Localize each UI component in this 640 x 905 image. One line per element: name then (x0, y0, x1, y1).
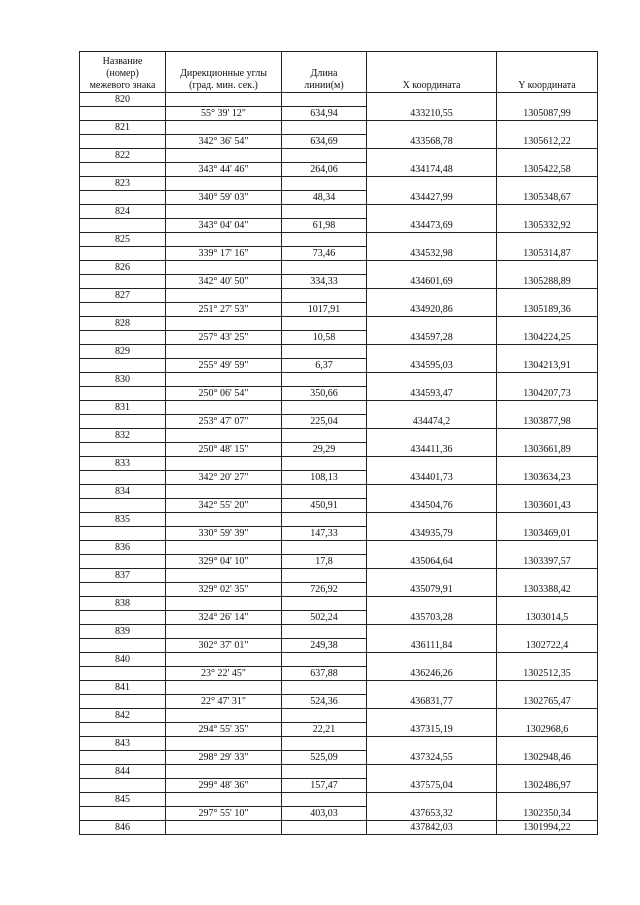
point-name-cell: 832 (80, 429, 166, 443)
point-gap-cell (80, 415, 166, 429)
header-direction-angle: Дирекционные углы (град. мин. сек.) (166, 52, 282, 93)
point-name-cell: 822 (80, 149, 166, 163)
length-gap-cell (282, 597, 367, 611)
angle-gap-cell (166, 597, 282, 611)
length-gap-cell (282, 233, 367, 247)
y-coordinate-cell: 1305189,36 (497, 289, 598, 317)
point-gap-cell (80, 807, 166, 821)
header-point-name: Название (номер) межевого знака (80, 52, 166, 93)
length-gap-cell (282, 93, 367, 107)
length-gap-cell (282, 289, 367, 303)
y-coordinate-cell: 1304213,91 (497, 345, 598, 373)
direction-angle-cell: 324° 26' 14" (166, 611, 282, 625)
y-coordinate-cell: 1305087,99 (497, 93, 598, 121)
angle-gap-cell (166, 205, 282, 219)
line-length-cell: 6,37 (282, 359, 367, 373)
point-name-cell: 836 (80, 541, 166, 555)
point-name-cell: 820 (80, 93, 166, 107)
y-coordinate-cell: 1305314,87 (497, 233, 598, 261)
direction-angle-cell: 342° 40' 50" (166, 275, 282, 289)
table-row-point (80, 709, 598, 723)
point-gap-cell (80, 555, 166, 569)
table-row-point (80, 541, 598, 555)
point-name-cell: 828 (80, 317, 166, 331)
length-gap-cell (282, 569, 367, 583)
point-gap-cell (80, 359, 166, 373)
y-coordinate-cell: 1302512,35 (497, 653, 598, 681)
point-gap-cell (80, 611, 166, 625)
x-coordinate-cell: 436831,77 (367, 681, 497, 709)
line-length-cell: 249,38 (282, 639, 367, 653)
length-gap-cell (282, 709, 367, 723)
point-gap-cell (80, 107, 166, 121)
x-coordinate-cell: 434601,69 (367, 261, 497, 289)
direction-angle-cell: 339° 17' 16" (166, 247, 282, 261)
x-coordinate-cell: 434593,47 (367, 373, 497, 401)
length-gap-cell (282, 261, 367, 275)
length-gap-cell (282, 541, 367, 555)
point-name-cell: 824 (80, 205, 166, 219)
line-length-cell: 157,47 (282, 779, 367, 793)
point-gap-cell (80, 135, 166, 149)
direction-angle-cell: 330° 59' 39" (166, 527, 282, 541)
point-name-cell: 839 (80, 625, 166, 639)
y-coordinate-cell: 1305288,89 (497, 261, 598, 289)
direction-angle-cell: 255° 49' 59" (166, 359, 282, 373)
line-length-cell: 502,24 (282, 611, 367, 625)
table-row-point (80, 121, 598, 135)
x-coordinate-cell: 434401,73 (367, 457, 497, 485)
point-gap-cell (80, 751, 166, 765)
x-coordinate-cell: 434427,99 (367, 177, 497, 205)
length-gap-cell (282, 121, 367, 135)
point-gap-cell (80, 219, 166, 233)
direction-angle-cell: 343° 44' 46" (166, 163, 282, 177)
direction-angle-cell: 297° 55' 10" (166, 807, 282, 821)
x-coordinate-cell: 434935,79 (367, 513, 497, 541)
angle-gap-cell (166, 569, 282, 583)
length-gap-cell (282, 205, 367, 219)
boundary-coordinates-table (79, 51, 598, 835)
point-gap-cell (80, 499, 166, 513)
point-gap-cell (80, 471, 166, 485)
table-row-point (80, 373, 598, 387)
angle-gap-cell (166, 821, 282, 835)
y-coordinate-cell: 1303397,57 (497, 541, 598, 569)
line-length-cell: 403,03 (282, 807, 367, 821)
direction-angle-cell: 253° 47' 07" (166, 415, 282, 429)
angle-gap-cell (166, 457, 282, 471)
point-name-cell: 826 (80, 261, 166, 275)
direction-angle-cell: 342° 36' 54" (166, 135, 282, 149)
line-length-cell: 350,66 (282, 387, 367, 401)
point-gap-cell (80, 723, 166, 737)
y-coordinate-cell: 1301994,22 (497, 821, 598, 835)
table-row-point (80, 261, 598, 275)
point-gap-cell (80, 583, 166, 597)
length-gap-cell (282, 457, 367, 471)
point-gap-cell (80, 191, 166, 205)
x-coordinate-cell: 434474,2 (367, 401, 497, 429)
line-length-cell: 17,8 (282, 555, 367, 569)
x-coordinate-cell: 434473,69 (367, 205, 497, 233)
table-row-point (80, 177, 598, 191)
point-gap-cell (80, 443, 166, 457)
y-coordinate-cell: 1304207,73 (497, 373, 598, 401)
point-name-cell: 834 (80, 485, 166, 499)
line-length-cell: 634,94 (282, 107, 367, 121)
length-gap-cell (282, 177, 367, 191)
angle-gap-cell (166, 261, 282, 275)
x-coordinate-cell: 436111,84 (367, 625, 497, 653)
table-row-point (80, 401, 598, 415)
table-row-point (80, 485, 598, 499)
point-gap-cell (80, 331, 166, 345)
direction-angle-cell: 342° 55' 20" (166, 499, 282, 513)
point-name-cell: 825 (80, 233, 166, 247)
point-name-cell: 838 (80, 597, 166, 611)
angle-gap-cell (166, 541, 282, 555)
angle-gap-cell (166, 93, 282, 107)
table-row-point (80, 765, 598, 779)
angle-gap-cell (166, 513, 282, 527)
x-coordinate-cell: 434597,28 (367, 317, 497, 345)
direction-angle-cell: 22° 47' 31" (166, 695, 282, 709)
point-gap-cell (80, 275, 166, 289)
point-name-cell: 837 (80, 569, 166, 583)
direction-angle-cell: 343° 04' 04" (166, 219, 282, 233)
table-row-point (80, 205, 598, 219)
y-coordinate-cell: 1303601,43 (497, 485, 598, 513)
point-gap-cell (80, 163, 166, 177)
table-row-point (80, 429, 598, 443)
x-coordinate-cell: 435703,28 (367, 597, 497, 625)
header-y-coordinate: Y координата (497, 52, 598, 93)
table-row-point (80, 345, 598, 359)
table-row-point (80, 317, 598, 331)
y-coordinate-cell: 1302350,34 (497, 793, 598, 821)
angle-gap-cell (166, 149, 282, 163)
length-gap-cell (282, 765, 367, 779)
y-coordinate-cell: 1303388,42 (497, 569, 598, 597)
y-coordinate-cell: 1303634,23 (497, 457, 598, 485)
line-length-cell: 73,46 (282, 247, 367, 261)
point-name-cell: 830 (80, 373, 166, 387)
angle-gap-cell (166, 289, 282, 303)
length-gap-cell (282, 373, 367, 387)
y-coordinate-cell: 1303014,5 (497, 597, 598, 625)
line-length-cell: 524,36 (282, 695, 367, 709)
line-length-cell: 48,34 (282, 191, 367, 205)
point-name-cell: 829 (80, 345, 166, 359)
length-gap-cell (282, 737, 367, 751)
table-row-point (80, 681, 598, 695)
length-gap-cell (282, 513, 367, 527)
table-row-point (80, 793, 598, 807)
header-x-coordinate: X координата (367, 52, 497, 93)
line-length-cell: 450,91 (282, 499, 367, 513)
line-length-cell: 726,92 (282, 583, 367, 597)
table-row-point (80, 653, 598, 667)
y-coordinate-cell: 1305422,58 (497, 149, 598, 177)
angle-gap-cell (166, 765, 282, 779)
x-coordinate-cell: 437842,03 (367, 821, 497, 835)
direction-angle-cell: 250° 48' 15" (166, 443, 282, 457)
x-coordinate-cell: 433568,78 (367, 121, 497, 149)
direction-angle-cell: 55° 39' 12" (166, 107, 282, 121)
table-body (80, 93, 598, 835)
x-coordinate-cell: 435064,64 (367, 541, 497, 569)
y-coordinate-cell: 1302722,4 (497, 625, 598, 653)
length-gap-cell (282, 485, 367, 499)
table-row-point (80, 737, 598, 751)
table-row-point (80, 821, 598, 835)
angle-gap-cell (166, 793, 282, 807)
y-coordinate-cell: 1303469,01 (497, 513, 598, 541)
point-gap-cell (80, 639, 166, 653)
x-coordinate-cell: 436246,26 (367, 653, 497, 681)
line-length-cell: 147,33 (282, 527, 367, 541)
table-row-point (80, 93, 598, 107)
point-name-cell: 843 (80, 737, 166, 751)
angle-gap-cell (166, 373, 282, 387)
direction-angle-cell: 294° 55' 35" (166, 723, 282, 737)
x-coordinate-cell: 434920,86 (367, 289, 497, 317)
point-name-cell: 831 (80, 401, 166, 415)
length-gap-cell (282, 681, 367, 695)
direction-angle-cell: 329° 04' 10" (166, 555, 282, 569)
length-gap-cell (282, 401, 367, 415)
table-row-point (80, 149, 598, 163)
direction-angle-cell: 251° 27' 53" (166, 303, 282, 317)
line-length-cell: 1017,91 (282, 303, 367, 317)
angle-gap-cell (166, 625, 282, 639)
point-name-cell: 846 (80, 821, 166, 835)
point-gap-cell (80, 303, 166, 317)
direction-angle-cell: 257° 43' 25" (166, 331, 282, 345)
line-length-cell: 225,04 (282, 415, 367, 429)
point-name-cell: 835 (80, 513, 166, 527)
point-gap-cell (80, 695, 166, 709)
x-coordinate-cell: 435079,91 (367, 569, 497, 597)
y-coordinate-cell: 1303661,89 (497, 429, 598, 457)
y-coordinate-cell: 1302765,47 (497, 681, 598, 709)
point-name-cell: 827 (80, 289, 166, 303)
point-name-cell: 823 (80, 177, 166, 191)
line-length-cell: 525,09 (282, 751, 367, 765)
line-length-cell: 61,98 (282, 219, 367, 233)
table-row-point (80, 597, 598, 611)
y-coordinate-cell: 1303877,98 (497, 401, 598, 429)
direction-angle-cell: 298° 29' 33" (166, 751, 282, 765)
x-coordinate-cell: 434411,36 (367, 429, 497, 457)
angle-gap-cell (166, 681, 282, 695)
point-name-cell: 841 (80, 681, 166, 695)
x-coordinate-cell: 437315,19 (367, 709, 497, 737)
table-row-point (80, 625, 598, 639)
x-coordinate-cell: 434595,03 (367, 345, 497, 373)
point-gap-cell (80, 247, 166, 261)
point-name-cell: 833 (80, 457, 166, 471)
direction-angle-cell: 340° 59' 03" (166, 191, 282, 205)
x-coordinate-cell: 437575,04 (367, 765, 497, 793)
direction-angle-cell: 23° 22' 45" (166, 667, 282, 681)
point-name-cell: 844 (80, 765, 166, 779)
table-row-point (80, 569, 598, 583)
length-gap-cell (282, 317, 367, 331)
direction-angle-cell: 302° 37' 01" (166, 639, 282, 653)
length-gap-cell (282, 821, 367, 835)
x-coordinate-cell: 434504,76 (367, 485, 497, 513)
header-line-length: Длина линии(м) (282, 52, 367, 93)
angle-gap-cell (166, 233, 282, 247)
x-coordinate-cell: 434174,48 (367, 149, 497, 177)
point-name-cell: 842 (80, 709, 166, 723)
x-coordinate-cell: 437653,32 (367, 793, 497, 821)
direction-angle-cell: 329° 02' 35" (166, 583, 282, 597)
angle-gap-cell (166, 345, 282, 359)
y-coordinate-cell: 1302948,46 (497, 737, 598, 765)
direction-angle-cell: 342° 20' 27" (166, 471, 282, 485)
line-length-cell: 634,69 (282, 135, 367, 149)
table-row-point (80, 457, 598, 471)
line-length-cell: 29,29 (282, 443, 367, 457)
table-row-point (80, 233, 598, 247)
length-gap-cell (282, 345, 367, 359)
x-coordinate-cell: 434532,98 (367, 233, 497, 261)
direction-angle-cell: 299° 48' 36" (166, 779, 282, 793)
line-length-cell: 637,88 (282, 667, 367, 681)
length-gap-cell (282, 653, 367, 667)
length-gap-cell (282, 149, 367, 163)
x-coordinate-cell: 437324,55 (367, 737, 497, 765)
y-coordinate-cell: 1305348,67 (497, 177, 598, 205)
point-name-cell: 821 (80, 121, 166, 135)
x-coordinate-cell: 433210,55 (367, 93, 497, 121)
table-header-row (80, 52, 598, 93)
point-name-cell: 845 (80, 793, 166, 807)
line-length-cell: 22,21 (282, 723, 367, 737)
y-coordinate-cell: 1305612,22 (497, 121, 598, 149)
table-row-point (80, 289, 598, 303)
angle-gap-cell (166, 317, 282, 331)
y-coordinate-cell: 1305332,92 (497, 205, 598, 233)
angle-gap-cell (166, 709, 282, 723)
line-length-cell: 264,06 (282, 163, 367, 177)
angle-gap-cell (166, 177, 282, 191)
angle-gap-cell (166, 653, 282, 667)
line-length-cell: 10,58 (282, 331, 367, 345)
length-gap-cell (282, 625, 367, 639)
angle-gap-cell (166, 737, 282, 751)
direction-angle-cell: 250° 06' 54" (166, 387, 282, 401)
length-gap-cell (282, 793, 367, 807)
point-gap-cell (80, 779, 166, 793)
y-coordinate-cell: 1302968,6 (497, 709, 598, 737)
line-length-cell: 108,13 (282, 471, 367, 485)
point-gap-cell (80, 527, 166, 541)
angle-gap-cell (166, 401, 282, 415)
point-gap-cell (80, 667, 166, 681)
point-name-cell: 840 (80, 653, 166, 667)
angle-gap-cell (166, 485, 282, 499)
angle-gap-cell (166, 429, 282, 443)
y-coordinate-cell: 1304224,25 (497, 317, 598, 345)
length-gap-cell (282, 429, 367, 443)
point-gap-cell (80, 387, 166, 401)
y-coordinate-cell: 1302486,97 (497, 765, 598, 793)
table-row-point (80, 513, 598, 527)
line-length-cell: 334,33 (282, 275, 367, 289)
angle-gap-cell (166, 121, 282, 135)
